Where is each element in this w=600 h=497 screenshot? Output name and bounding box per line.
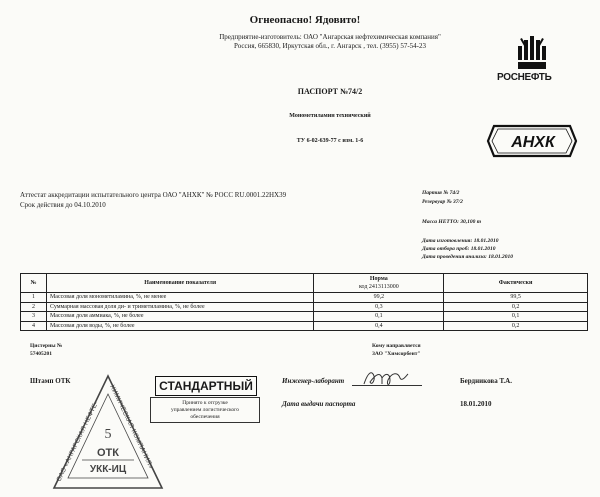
row-actual: 99,5 <box>444 293 588 303</box>
table-row <box>21 302 588 312</box>
anhk-logo-icon <box>486 124 578 158</box>
header-norm-label: Норма <box>369 276 388 282</box>
product-name: Монометиламин технический <box>289 113 371 119</box>
header-norm-code: код 2413113000 <box>358 284 399 290</box>
otk-stamp-label: Штамп ОТК <box>30 377 71 385</box>
table-row <box>21 321 588 331</box>
row-num: 3 <box>21 312 47 322</box>
net-mass: Масса НЕТТО: 30,100 т <box>422 219 482 225</box>
rosneft-logo-text: РОСНЕФТЬ <box>497 72 552 83</box>
header-name: Наименование показателя <box>46 274 313 293</box>
row-name: Массовая доля монометиламина, %, не менее <box>46 293 313 303</box>
tanks-value: 57405201 <box>30 351 52 357</box>
row-norm: 0,3 <box>314 302 444 312</box>
row-norm: 99,2 <box>314 293 444 303</box>
row-norm: 0,1 <box>314 312 444 322</box>
product-spec: ТУ 6-02-639-77 с изм. 1-6 <box>296 138 364 144</box>
analysis-date: Дата проведения анализа: 18.01.2010 <box>422 254 513 260</box>
table-row <box>21 312 588 322</box>
row-num: 4 <box>21 321 47 331</box>
accreditation-line-2: Срок действия до 04.10.2010 <box>20 201 106 209</box>
accreditation-line-1: Аттестат аккредитации испытательного центра ОАО "АНХК" № РОСС RU.0001.22НХ39 <box>20 191 287 199</box>
indicators-table <box>20 273 588 331</box>
accreditation-block <box>20 190 286 210</box>
otk-triangle-stamp-icon <box>48 372 166 494</box>
row-name: Массовая доля воды, %, не более <box>46 321 313 331</box>
manufacturer-line-2: Россия, 665830, Иркутская обл., г. Ангарск , тел. (3955) 57-54-23 <box>233 42 427 50</box>
issue-date-label: Дата выдачи паспорта <box>282 400 356 408</box>
standard-stamp: СТАНДАРТНЫЙ <box>155 376 257 396</box>
row-name: Массовая доля аммиака, %, не более <box>46 312 313 322</box>
warning-title: Огнеопасно! Ядовито! <box>249 14 361 26</box>
row-actual: 0,2 <box>444 302 588 312</box>
accepted-line-1: Принято к отгрузке <box>182 400 228 406</box>
anhk-logo-text: АНХК <box>511 134 555 151</box>
engineer-name: Бердникова Т.А. <box>460 377 512 385</box>
table-row <box>21 293 588 303</box>
header-num: № <box>21 274 47 293</box>
manufacturer-line-1: Предприятие-изготовитель: ОАО "Ангарская нефтехимическая компания" <box>219 33 441 41</box>
triangle-otk: ОТК <box>97 447 119 459</box>
header-actual: Фактически <box>444 274 588 293</box>
manufacture-date: Дата изготовления: 18.01.2010 <box>422 238 499 244</box>
triangle-ukk: УКК-ИЦ <box>89 464 127 475</box>
accepted-line-2: управлением логистического <box>170 407 240 413</box>
row-actual: 0,1 <box>444 312 588 322</box>
recipient-label: Кому направляется <box>372 343 421 349</box>
engineer-signature-icon <box>360 366 412 390</box>
row-name: Суммарная массовая доля ди- и триметиламина, %, не более <box>46 302 313 312</box>
recipient-value: ЗАО "Химсорбент" <box>372 351 421 357</box>
row-actual: 0,2 <box>444 321 588 331</box>
accepted-line-3: обеспечения <box>190 414 220 420</box>
reservoir-number: Резервуар № 37/2 <box>422 199 463 205</box>
row-num: 1 <box>21 293 47 303</box>
sample-date: Дата отбора проб: 18.01.2010 <box>422 246 496 252</box>
rosneft-logo-icon <box>515 34 553 72</box>
passport-title: ПАСПОРТ №74/2 <box>297 87 363 96</box>
row-norm: 0,4 <box>314 321 444 331</box>
engineer-label: Инженер-лаборант <box>282 377 345 385</box>
table-header-row <box>21 274 588 293</box>
triangle-text-left: ОАО «АНГАРСКАЯ НЕФТЕ- <box>55 400 100 483</box>
tanks-label: Цистерны № <box>30 343 63 349</box>
triangle-text-right: ХИМИЧЕСКАЯ КОМПАНИЯ» <box>108 383 155 470</box>
manufacturer-info <box>180 33 480 51</box>
header-norm <box>314 274 444 293</box>
issue-date: 18.01.2010 <box>460 400 492 408</box>
triangle-number: 5 <box>104 427 112 442</box>
row-num: 2 <box>21 302 47 312</box>
shipment-accepted-stamp <box>150 397 260 423</box>
party-number: Партия № 74/2 <box>422 190 460 196</box>
